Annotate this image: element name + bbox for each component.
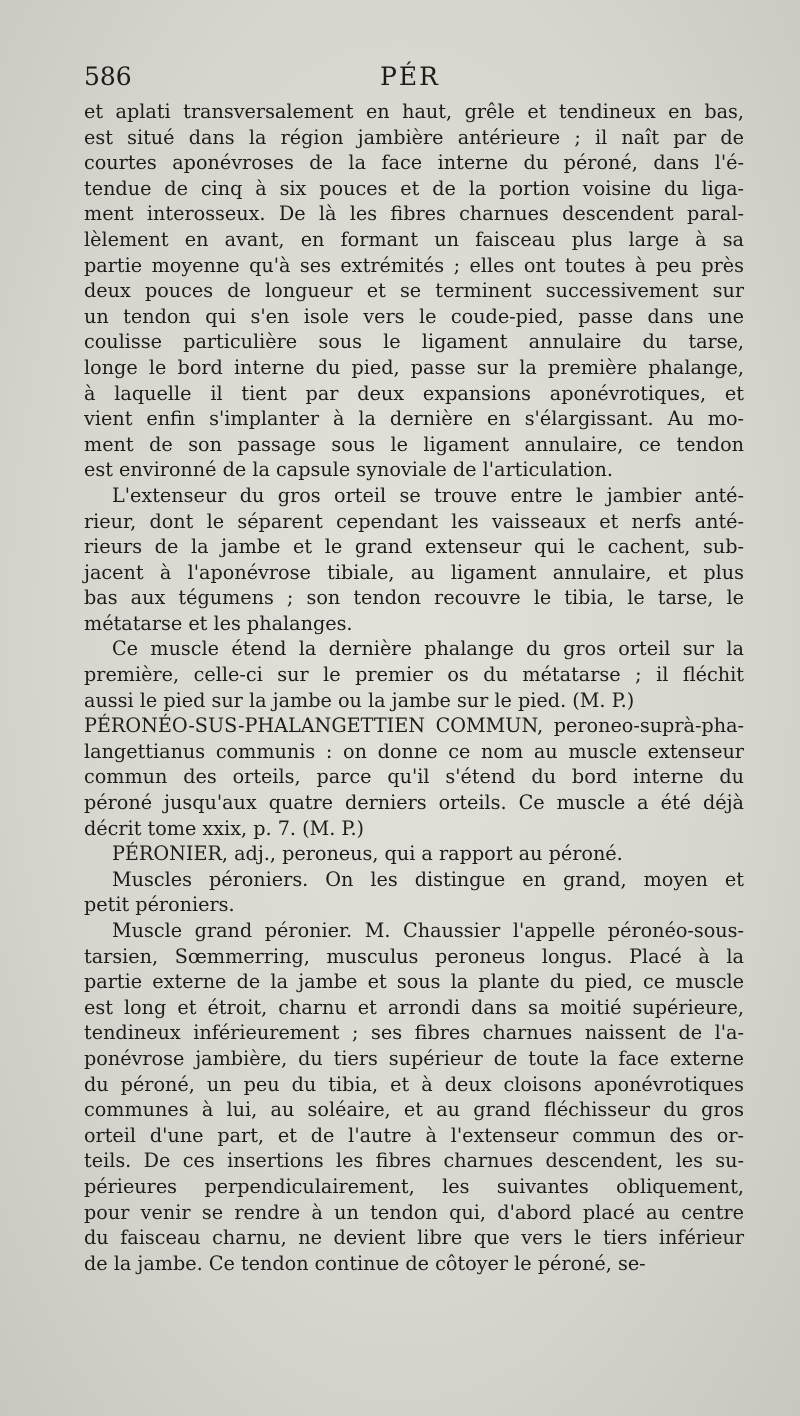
text-line: du péroné, un peu du tibia, et à deux cloisons aponévrotiques (84, 1072, 744, 1096)
text-line: coulisse particulière sous le ligament annulaire du tarse, (84, 330, 744, 354)
text-line: et aplati transversalement en haut, grêle et tendineux en bas, (84, 100, 744, 123)
entry-peroneo-sus-phalangettien (84, 713, 744, 841)
text-line: aussi le pied sur la jambe ou la jambe sur le pied. (M. P.) (84, 688, 635, 712)
text-line: courtes aponévroses de la face interne du péroné, dans l'é- (84, 151, 744, 175)
text-line: PÉRONIER, adj., peroneus, qui a rapport au péroné. (112, 842, 623, 866)
text-line: rieur, dont le séparent cependant les vaisseaux et nerfs anté- (84, 509, 744, 533)
text-line: petit péroniers. (84, 893, 235, 917)
text-line: ment de son passage sous le ligament annulaire, ce tendon (84, 432, 744, 456)
page-number: 586 (84, 62, 132, 91)
text-line: à laquelle il tient par deux expansions aponévrotiques, et (84, 381, 744, 405)
text-line: décrit tome xxix, p. 7. (M. P.) (84, 816, 365, 840)
paragraph-extenseur-action (84, 636, 744, 713)
text-line: est environné de la capsule synoviale de l'articulation. (84, 458, 614, 482)
text-line: tendineux inférieurement ; ses fibres charnues naissent de l'a- (84, 1021, 744, 1045)
paragraph-extenseur-position (84, 483, 744, 637)
text-line: ment interosseux. De là les fibres charnues descendent paral- (84, 202, 744, 226)
paragraph-jambier-anterieur (84, 99, 744, 483)
entry-peronier (84, 841, 744, 867)
text-line: du faisceau charnu, ne devient libre que vers le tiers inférieur (84, 1226, 744, 1250)
text-line: ponévrose jambière, du tiers supérieur de toute la face externe (84, 1046, 744, 1070)
text-line: rieurs de la jambe et le grand extenseur qui le cachent, sub- (84, 535, 744, 559)
text-line: Muscles péroniers. On les distingue en grand, moyen et (112, 867, 744, 891)
text-line: Ce muscle étend la dernière phalange du gros orteil sur la (112, 637, 744, 661)
text-line: teils. De ces insertions les fibres charnues descendent, les su- (84, 1149, 744, 1173)
text-line: est long et étroit, charnu et arrondi dans sa moitié supérieure, (84, 995, 744, 1019)
page-body (84, 99, 744, 1276)
text-line: première, celle-ci sur le premier os du métatarse ; il fléchit (84, 663, 744, 687)
text-line: PÉRONÉO-SUS-PHALANGETTIEN COMMUN, peroneo-suprà-pha- (84, 714, 744, 738)
text-line: tendue de cinq à six pouces et de la portion voisine du liga- (84, 176, 744, 200)
text-line: jacent à l'aponévrose tibiale, au ligament annulaire, et plus (84, 560, 744, 584)
text-line: vient enfin s'implanter à la dernière en s'élargissant. Au mo- (84, 407, 744, 431)
text-line: longe le bord interne du pied, passe sur la première phalange, (84, 355, 744, 379)
text-line: pour venir se rendre à un tendon qui, d'abord placé au centre (84, 1200, 744, 1224)
text-line: Muscle grand péronier. M. Chaussier l'appelle péronéo-sous- (112, 919, 744, 942)
text-line: deux pouces de longueur et se terminent successivement sur (84, 279, 744, 303)
paragraph-muscles-peroniers (84, 867, 744, 918)
text-line: tarsien, Sœmmerring, musculus peroneus longus. Placé à la (84, 944, 744, 968)
text-line: bas aux tégumens ; son tendon recouvre le tibia, le tarse, le (84, 586, 744, 610)
text-line: lèlement en avant, en formant un faisceau plus large à sa (84, 227, 744, 251)
text-line: langettianus communis : on donne ce nom au muscle extenseur (84, 739, 744, 763)
text-line: orteil d'une part, et de l'autre à l'extenseur commun des or- (84, 1123, 744, 1147)
text-line: partie externe de la jambe et sous la plante du pied, ce muscle (84, 970, 744, 994)
text-line: L'extenseur du gros orteil se trouve entre le jambier anté- (112, 483, 744, 507)
text-line: de la jambe. Ce tendon continue de côtoyer le péroné, se- (84, 1251, 646, 1275)
text-line: péroné jusqu'aux quatre derniers orteils. Ce muscle a été déjà (84, 791, 744, 815)
text-line: périeures perpendiculairement, les suivantes obliquement, (84, 1174, 744, 1198)
text-line: commun des orteils, parce qu'il s'étend du bord interne du (84, 765, 744, 789)
text-line: partie moyenne qu'à ses extrémités ; elles ont toutes à peu près (84, 253, 744, 277)
text-line: métatarse et les phalanges. (84, 611, 353, 635)
paragraph-muscle-grand-peronier (84, 918, 744, 1276)
text-line: est situé dans la région jambière antérieure ; il naît par de (84, 125, 744, 149)
text-line: un tendon qui s'en isole vers le coude-pied, passe dans une (84, 304, 744, 328)
running-head: PÉR (380, 62, 440, 91)
text-line: communes à lui, au soléaire, et au grand fléchisseur du gros (84, 1098, 744, 1122)
